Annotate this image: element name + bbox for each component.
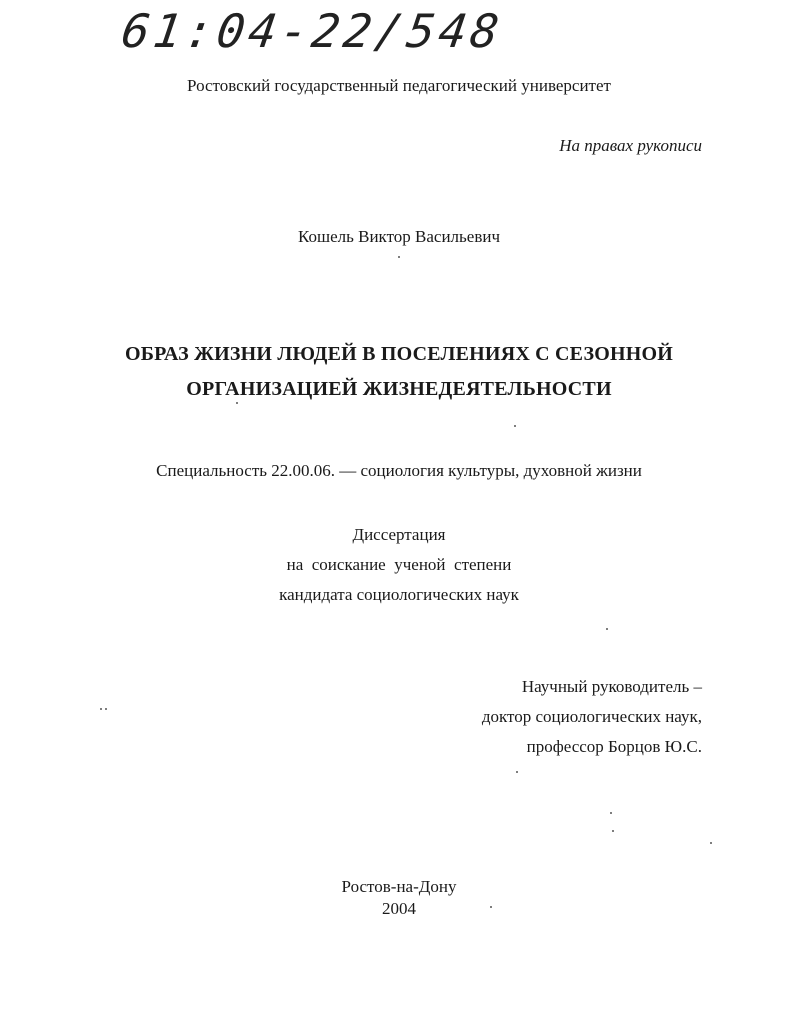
advisor-block: [482, 672, 702, 762]
scan-speck: [514, 425, 516, 427]
title-line-2: ОРГАНИЗАЦИЕЙ ЖИЗНЕДЕЯТЕЛЬНОСТИ: [186, 378, 612, 400]
scan-speck: [100, 708, 102, 710]
degree-line: на соискание ученой степени: [286, 555, 512, 574]
author-name: Кошель Виктор Васильевич: [297, 227, 501, 246]
scan-speck: [610, 812, 612, 814]
university-name: Ростовский государственный педагогический университет: [187, 76, 611, 95]
advisor-label: Научный руководитель –: [521, 677, 702, 696]
advisor-name: профессор Борцов Ю.С.: [526, 737, 702, 756]
dissertation-block: [0, 520, 798, 610]
archive-stamp: 61:04-22/548: [118, 4, 507, 58]
place-and-year: [0, 876, 798, 920]
title-line-1: ОБРАЗ ЖИЗНИ ЛЮДЕЙ В ПОСЕЛЕНИЯХ С СЕЗОННОЙ: [125, 343, 673, 365]
scan-speck: [710, 842, 712, 844]
scan-speck: [236, 402, 238, 404]
scan-speck: [105, 708, 107, 710]
place: Ростов-на-Дону: [341, 877, 457, 896]
scan-speck: [612, 830, 614, 832]
scan-speck: [398, 256, 400, 258]
advisor-degree: доктор социологических наук,: [481, 707, 702, 726]
degree-field: кандидата социологических наук: [279, 585, 519, 604]
dissertation-title: [0, 337, 798, 407]
scan-speck: [516, 771, 518, 773]
scan-speck: [606, 628, 608, 630]
scan-speck: [490, 906, 492, 908]
specialty: Специальность 22.00.06. — социология культуры, духовной жизни: [156, 461, 642, 480]
year: 2004: [382, 899, 416, 918]
dissertation-label: Диссертация: [352, 525, 446, 544]
manuscript-note: На правах рукописи: [559, 136, 702, 155]
